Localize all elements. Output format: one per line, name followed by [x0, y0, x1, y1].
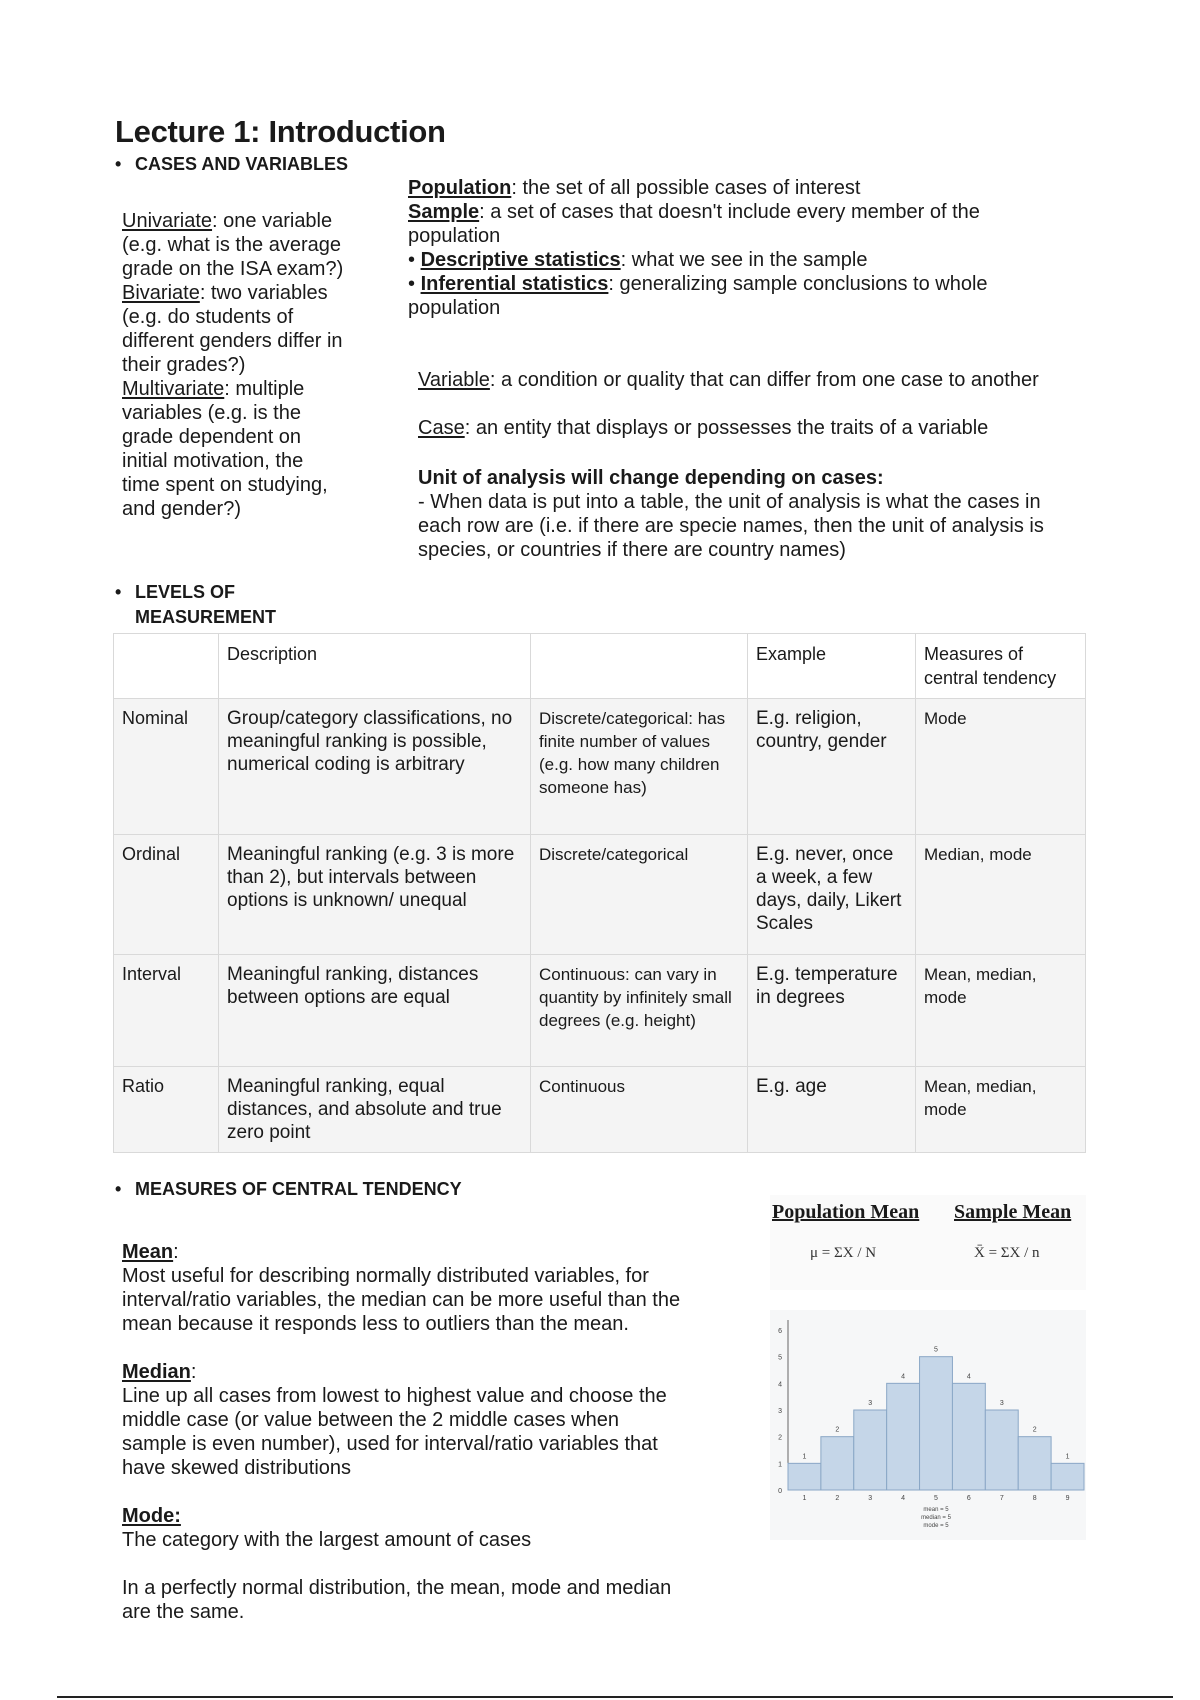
type-cell: Continuous: can vary in quantity by infinitely small degrees (e.g. height): [531, 955, 748, 1067]
header-cell: Example: [748, 634, 916, 699]
measures-cell: Mean, median, mode: [916, 1067, 1086, 1153]
descriptive-def: : what we see in the sample: [620, 249, 868, 271]
case-term: Case: [418, 417, 465, 439]
example-cell: E.g. temperature in degrees: [748, 955, 916, 1067]
header-cell: Description: [219, 634, 531, 699]
bar-value-label: 2: [835, 1426, 840, 1434]
normal-text: In a perfectly normal distribution, the mean, mode and median: [122, 1577, 672, 1599]
table-row: [114, 835, 1086, 955]
bar-value-label: 1: [1065, 1453, 1070, 1461]
multivariate-example: time spent on studying,: [122, 474, 328, 496]
header-cell: Measures of central tendency: [916, 634, 1086, 699]
level-name-cell: Interval: [114, 955, 219, 1067]
x-tick-label: 7: [999, 1495, 1004, 1502]
y-tick-label: 0: [778, 1488, 782, 1495]
variable-term: Variable: [418, 369, 490, 391]
type-cell: Continuous: [531, 1067, 748, 1153]
y-tick-label: 5: [778, 1354, 782, 1362]
bar-value-label: 3: [868, 1400, 873, 1407]
bullet: •: [115, 582, 122, 602]
table-row: [114, 955, 1086, 1067]
formula-panel: [770, 1195, 1086, 1290]
median-text: sample is even number), used for interval/ratio variables that: [122, 1433, 658, 1455]
section-heading-central: [115, 1179, 462, 1200]
normal-text: are the same.: [122, 1601, 245, 1623]
x-tick-label: 9: [1065, 1495, 1070, 1502]
description-cell: Group/category classifications, no meaningful ranking is possible, numerical coding is arbitrary: [219, 699, 531, 835]
multivariate-term: Multivariate: [122, 378, 225, 400]
mean-text: interval/ratio variables, the median can be more useful than the: [122, 1289, 681, 1311]
section-title: MEASUREMENT: [135, 607, 277, 627]
multivariate-example: and gender?): [122, 498, 241, 520]
population-mean-formula: μ = ΣX / N: [810, 1245, 877, 1261]
mean-term: Mean: [122, 1241, 174, 1263]
level-name-cell: Ratio: [114, 1067, 219, 1153]
univariate-example: grade on the ISA exam?): [122, 258, 344, 280]
type-cell: Discrete/categorical: [531, 835, 748, 955]
chart-annotation: mean = 5: [923, 1507, 949, 1513]
descriptive-term: Descriptive statistics: [420, 249, 621, 271]
sample-mean-formula: X̄ = ΣX / n: [974, 1245, 1040, 1261]
multivariate-example: variables (e.g. is the: [122, 402, 301, 424]
mean-text: Most useful for describing normally distributed variables, for: [122, 1265, 649, 1287]
histogram-bar: [788, 1463, 821, 1490]
chart-annotation: median = 5: [921, 1515, 951, 1521]
multivariate-example: initial motivation, the: [122, 450, 304, 472]
sample-mean-title: Sample Mean: [954, 1201, 1072, 1223]
level-name-cell: Ordinal: [114, 835, 219, 955]
table-row: [114, 699, 1086, 835]
x-tick-label: 2: [835, 1495, 840, 1502]
bar-value-label: 5: [934, 1346, 938, 1354]
bivariate-example: (e.g. do students of: [122, 306, 294, 328]
median-term: Median: [122, 1361, 191, 1383]
bar-value-label: 1: [802, 1453, 807, 1461]
histogram-bar: [887, 1383, 920, 1490]
median-text: have skewed distributions: [122, 1457, 352, 1479]
mode-text: The category with the largest amount of cases: [122, 1529, 532, 1551]
bivariate-def: : two variables: [199, 282, 328, 304]
example-cell: E.g. never, once a week, a few days, daily, Likert Scales: [748, 835, 916, 955]
multivariate-def: : multiple: [224, 378, 305, 400]
colon: :: [190, 1361, 197, 1383]
univariate-term: Univariate: [122, 210, 213, 232]
bar-value-label: 4: [901, 1373, 906, 1381]
measures-cell: Mode: [916, 699, 1086, 835]
section-heading-cases: [115, 154, 348, 175]
variable-def: : a condition or quality that can differ from one case to another: [489, 369, 1039, 391]
measures-cell: Median, mode: [916, 835, 1086, 955]
univariate-def: : one variable: [212, 210, 333, 232]
univariate-example: (e.g. what is the average: [122, 234, 342, 256]
type-cell: Discrete/categorical: has finite number of values (e.g. how many children someone has): [531, 699, 748, 835]
x-tick-label: 6: [966, 1495, 971, 1502]
population-term: Population: [408, 177, 512, 199]
colon: :: [173, 1241, 179, 1263]
histogram-bar: [985, 1410, 1018, 1490]
histogram-bar: [821, 1437, 854, 1490]
histogram-chart: [770, 1310, 1086, 1540]
chart-annotation: mode = 5: [923, 1523, 949, 1529]
x-tick-label: 1: [802, 1495, 807, 1502]
histogram-bar: [1051, 1463, 1084, 1490]
x-tick-label: 3: [868, 1495, 873, 1502]
case-def: : an entity that displays or possesses the traits of a variable: [464, 417, 989, 439]
variable-definition: [418, 368, 1138, 392]
case-definition: [418, 416, 1138, 440]
description-cell: Meaningful ranking, equal distances, and absolute and true zero point: [219, 1067, 531, 1153]
table-header-row: [114, 634, 1086, 699]
page-title: Lecture 1: Introduction: [115, 114, 446, 149]
population-def: : the set of all possible cases of interest: [511, 177, 861, 199]
central-tendency-text: [122, 1240, 762, 1624]
median-text: middle case (or value between the 2 middle cases when: [122, 1409, 619, 1431]
unit-text: species, or countries if there are country names): [418, 539, 846, 561]
example-cell: E.g. age: [748, 1067, 916, 1153]
bullet: •: [115, 1179, 122, 1199]
section-title: CASES AND VARIABLES: [135, 154, 349, 174]
section-title: MEASURES OF CENTRAL TENDENCY: [135, 1179, 462, 1199]
y-tick-label: 3: [778, 1408, 782, 1415]
median-text: Line up all cases from lowest to highest value and choose the: [122, 1385, 667, 1407]
header-cell: [114, 634, 219, 699]
inferential-def: : generalizing sample conclusions to whole: [608, 273, 988, 295]
population-mean-title: Population Mean: [772, 1201, 920, 1223]
measures-cell: Mean, median, mode: [916, 955, 1086, 1067]
bottom-divider: [57, 1696, 1173, 1698]
variable-types-column: [122, 209, 392, 521]
sample-term: Sample: [408, 201, 480, 223]
population-sample-block: Population: the set of all possible cases of interest Sample: a set of cases that doesn't include every member of the population • Descriptive statistics: what we see in the sample • Inferential statistics: generalizing sample conclusions to whole population: [408, 176, 1128, 320]
x-tick-label: 8: [1032, 1495, 1037, 1502]
example-cell: E.g. religion, country, gender: [748, 699, 916, 835]
levels-of-measurement-table: [113, 633, 1086, 1153]
multivariate-example: grade dependent on: [122, 426, 302, 448]
bivariate-term: Bivariate: [122, 282, 200, 304]
sample-def: : a set of cases that doesn't include every member of the: [479, 201, 980, 223]
bar-value-label: 3: [999, 1400, 1004, 1407]
unit-heading: Unit of analysis will change depending on cases:: [418, 467, 884, 489]
description-cell: Meaningful ranking (e.g. 3 is more than 2), but intervals between options is unknown/ unequal: [219, 835, 531, 955]
section-title: LEVELS OF: [135, 582, 236, 602]
histogram-bar: [1018, 1437, 1051, 1490]
sample-def-cont: population: [408, 225, 501, 247]
bivariate-example: their grades?): [122, 354, 246, 376]
histogram-bar: [854, 1410, 887, 1490]
y-tick-label: 6: [778, 1328, 782, 1335]
mean-text: mean because it responds less to outliers than the mean.: [122, 1313, 629, 1335]
inferential-def-cont: population: [408, 297, 501, 319]
y-tick-label: 1: [778, 1461, 782, 1469]
header-cell: [531, 634, 748, 699]
x-tick-label: 4: [901, 1495, 906, 1502]
bar-value-label: 4: [966, 1373, 971, 1381]
mode-term: Mode:: [122, 1505, 181, 1527]
bar-value-label: 2: [1032, 1426, 1037, 1434]
bivariate-example: different genders differ in: [122, 330, 343, 352]
unit-text: each row are (i.e. if there are specie names, then the unit of analysis is: [418, 515, 1044, 537]
description-cell: Meaningful ranking, distances between options are equal: [219, 955, 531, 1067]
inferential-term: Inferential statistics: [420, 273, 609, 295]
bullet: •: [115, 154, 122, 174]
table-row: [114, 1067, 1086, 1153]
y-tick-label: 2: [778, 1434, 782, 1442]
y-tick-label: 4: [778, 1381, 782, 1389]
histogram-bar: [920, 1357, 953, 1490]
x-tick-label: 5: [934, 1495, 938, 1502]
section-heading-levels: [115, 580, 276, 630]
unit-of-analysis-block: [418, 466, 1138, 562]
unit-text: - When data is put into a table, the unit of analysis is what the cases in: [418, 491, 1041, 513]
histogram-bar: [952, 1383, 985, 1490]
level-name-cell: Nominal: [114, 699, 219, 835]
